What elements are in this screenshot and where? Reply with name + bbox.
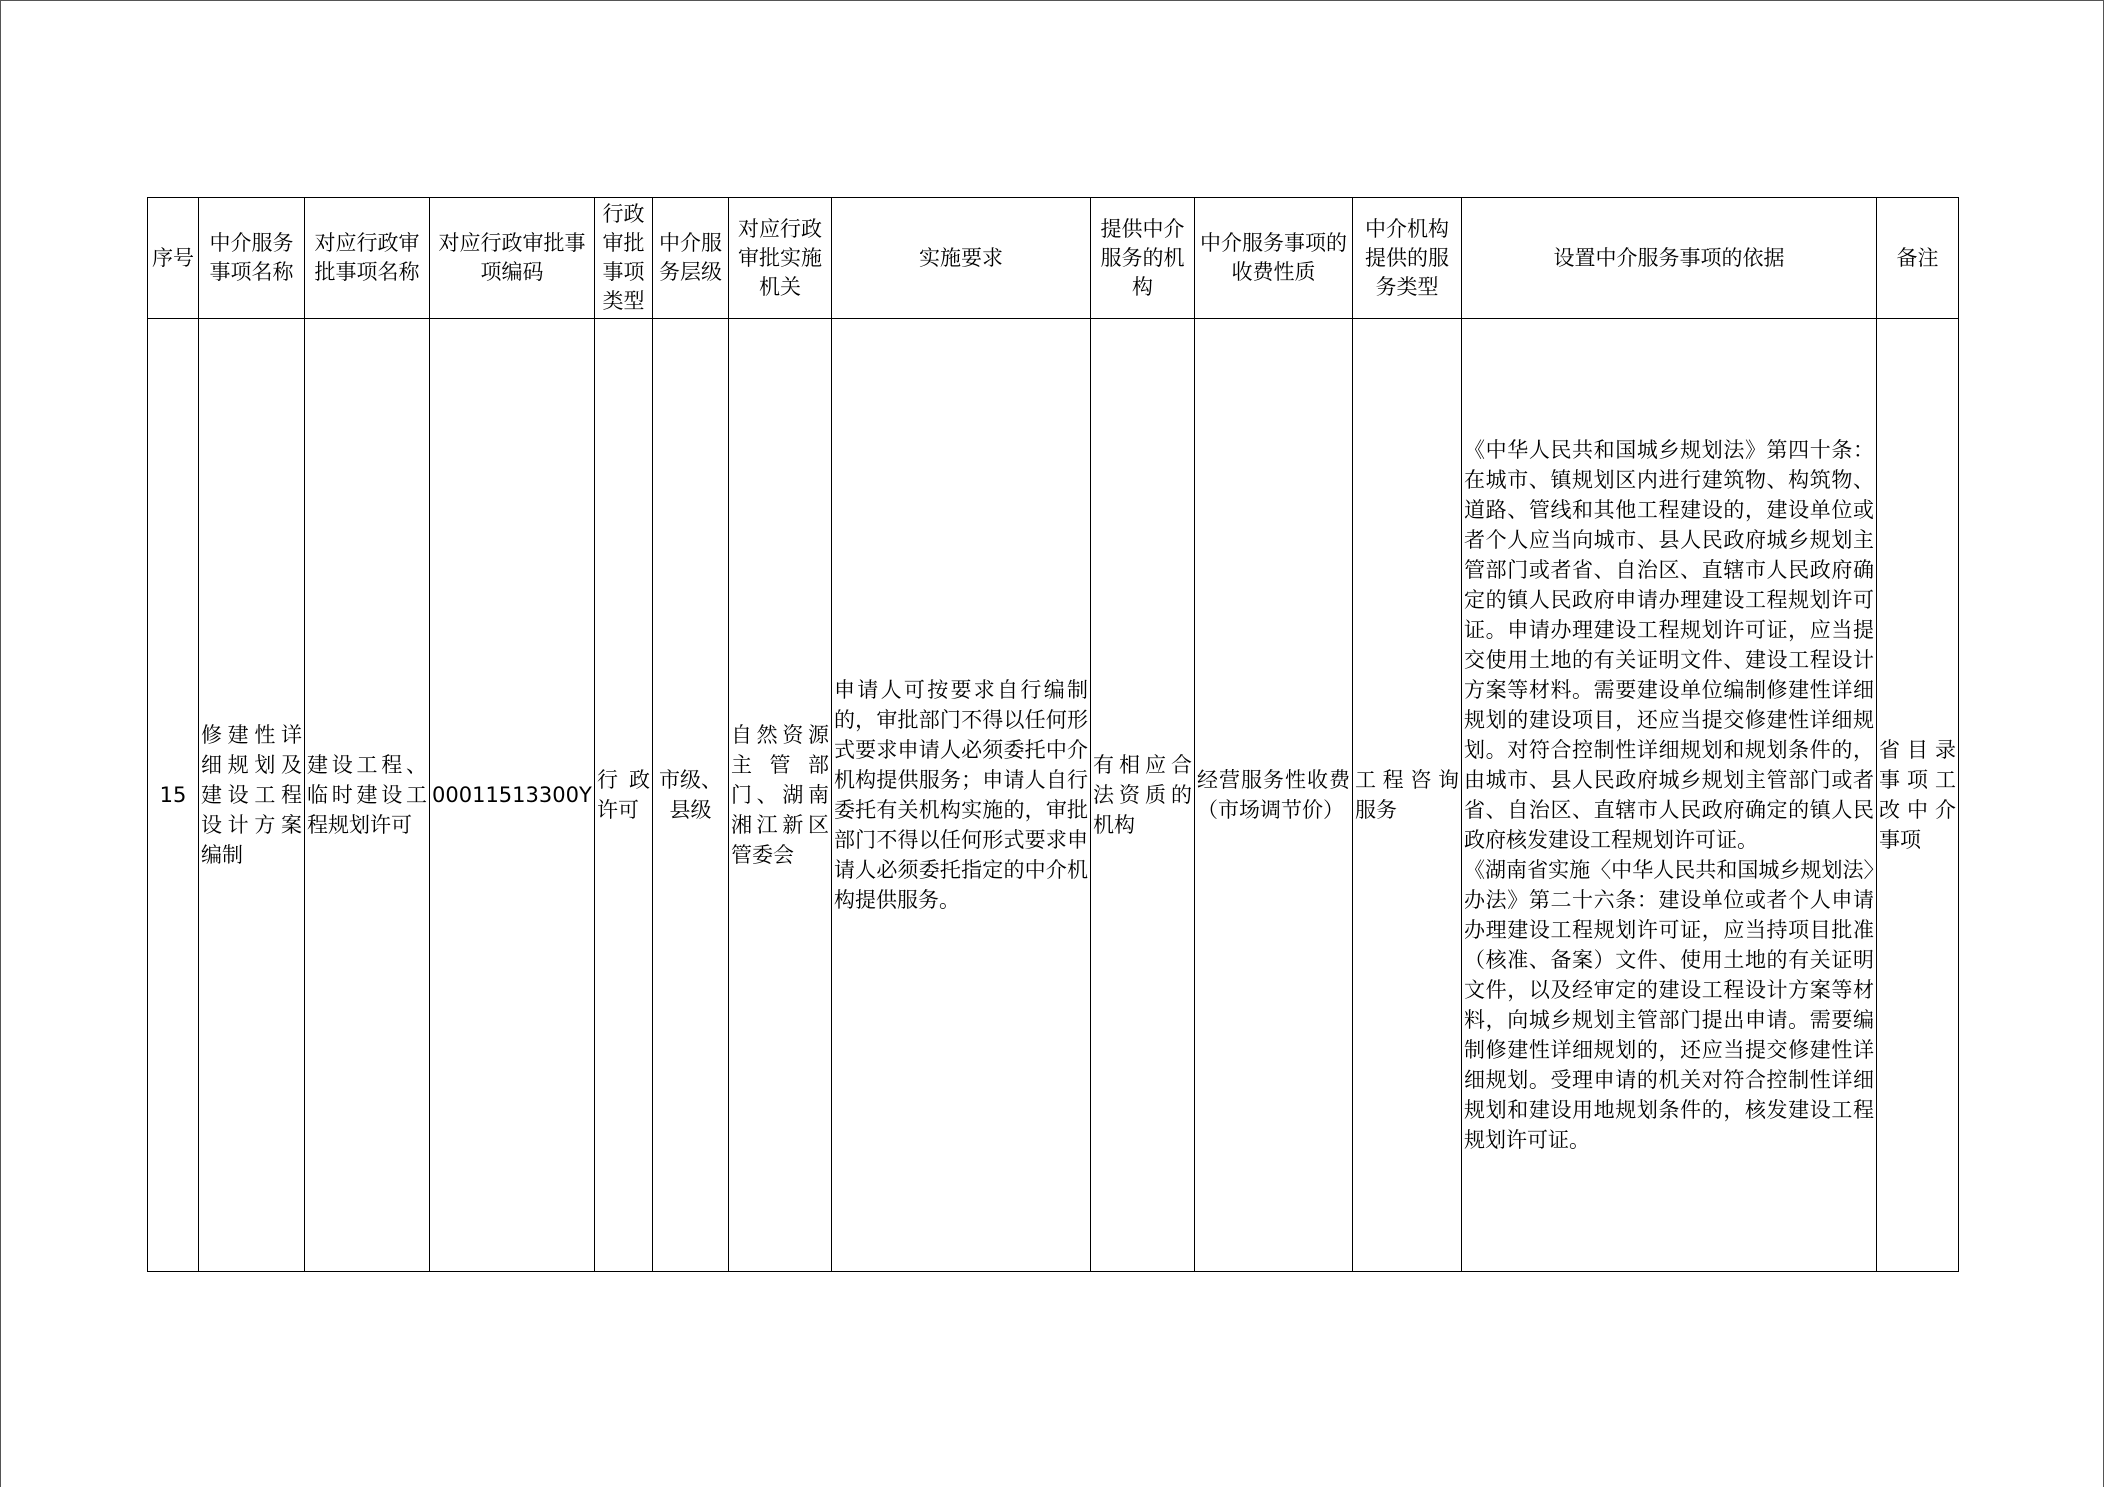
intermediary-service-table [147, 197, 1959, 1272]
cell-seq: 15 [148, 319, 199, 1272]
header-approval-code: 对应行政审批事项编码 [430, 198, 595, 319]
cell-basis [1462, 319, 1877, 1272]
header-approval-type: 行政审批事项类型 [595, 198, 653, 319]
cell-approval-code: 00011513300Y [430, 319, 595, 1272]
cell-approval-name: 建设工程、临时建设工程规划许可 [305, 319, 430, 1272]
table-row [148, 319, 1959, 1272]
header-requirements: 实施要求 [832, 198, 1091, 319]
cell-service-name: 修建性详细规划及建设工程设计方案编制 [199, 319, 305, 1272]
table-header-row [148, 198, 1959, 319]
cell-service-type: 工程咨询服务 [1353, 319, 1462, 1272]
cell-fee-nature: 经营服务性收费（市场调节价） [1195, 319, 1353, 1272]
header-basis: 设置中介服务事项的依据 [1462, 198, 1877, 319]
header-fee-nature: 中介服务事项的收费性质 [1195, 198, 1353, 319]
header-service-name: 中介服务事项名称 [199, 198, 305, 319]
cell-approving-agency: 自然资源主管部门、湖南湘江新区管委会 [729, 319, 832, 1272]
header-approving-agency: 对应行政审批实施机关 [729, 198, 832, 319]
basis-paragraph-2: 《湖南省实施〈中华人民共和国城乡规划法〉办法》第二十六条：建设单位或者个人申请办理建设工程规划许可证，应当持项目批准（核准、备案）文件、使用土地的有关证明文件，以及经审定的建设工程设计方案等材料，向城乡规划主管部门提出申请。需要编制修建性详细规划的，还应当提交修建性详细规划。受理申请的机关对符合控制性详细规划和建设用地规划条件的，核发建设工程规划许可证。 [1464, 858, 1874, 1152]
header-remark: 备注 [1877, 198, 1959, 319]
header-seq: 序号 [148, 198, 199, 319]
cell-remark: 省目录事项工改中介事项 [1877, 319, 1959, 1272]
cell-approval-type: 行政许可 [595, 319, 653, 1272]
cell-service-level: 市级、县级 [653, 319, 729, 1272]
cell-requirements: 申请人可按要求自行编制的，审批部门不得以任何形式要求申请人必须委托中介机构提供服务；申请人自行委托有关机构实施的，审批部门不得以任何形式要求申请人必须委托指定的中介机构提供服务。 [832, 319, 1091, 1272]
header-service-type: 中介机构提供的服务类型 [1353, 198, 1462, 319]
cell-provider: 有相应合法资质的机构 [1091, 319, 1195, 1272]
header-approval-name: 对应行政审批事项名称 [305, 198, 430, 319]
header-service-level: 中介服务层级 [653, 198, 729, 319]
header-provider: 提供中介服务的机构 [1091, 198, 1195, 319]
basis-paragraph-1: 《中华人民共和国城乡规划法》第四十条：在城市、镇规划区内进行建筑物、构筑物、道路、管线和其他工程建设的，建设单位或者个人应当向城市、县人民政府城乡规划主管部门或者省、自治区、直辖市人民政府确定的镇人民政府申请办理建设工程规划许可证。申请办理建设工程规划许可证，应当提交使用土地的有关证明文件、建设工程设计方案等材料。需要建设单位编制修建性详细规划的建设项目，还应当提交修建性详细规划。对符合控制性详细规划和规划条件的，由城市、县人民政府城乡规划主管部门或者省、自治区、直辖市人民政府确定的镇人民政府核发建设工程规划许可证。 [1464, 438, 1874, 852]
